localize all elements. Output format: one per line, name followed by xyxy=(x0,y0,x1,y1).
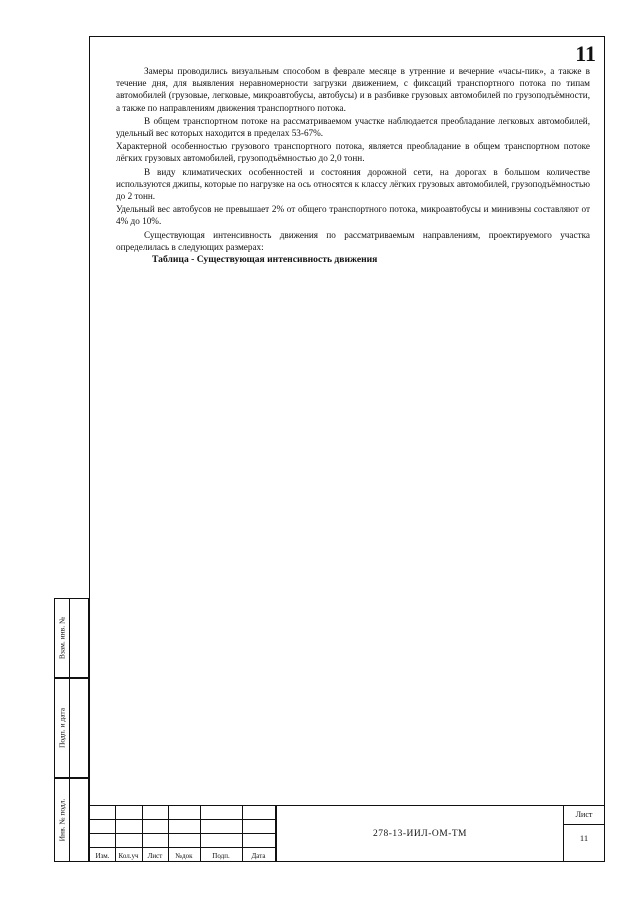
paragraph-6: Существующая интенсивность движения по рассматриваемым направлениям, проектируемого участка определилась в следующих размерах: xyxy=(116,229,590,252)
paragraph-2: В общем транспортном потоке на рассматриваемом участке наблюдается преобладание легковых автомобилей, удельный вес которых находится в пределах 53-67%. xyxy=(116,115,590,139)
paragraph-1: Замеры проводились визуальным способом в феврале месяце в утренние и вечерние «часы-пик», а также в течение дня, для выявления неравномерности загрузки движением, с фиксаций транспортного потока по типам автомобилей (грузовые, легковые, микроавтобусы, автобусы) и в разбивке грузовых автомобилей по грузоподъёмности, а также по направлениям движения транспортного потока. xyxy=(116,66,590,113)
side-label-inv-cell xyxy=(55,779,70,861)
paragraph-3: Характерной особенностью грузового транспортного потока, является преобладание в общем транспортном потоке лёгких грузовых автомобилей, грузоподъёмностью до 2,0 тонн. xyxy=(116,141,590,164)
sheet-box xyxy=(564,806,604,861)
sheet-number: 11 xyxy=(579,833,589,843)
side-label-inv: Инв. № подл. xyxy=(57,798,67,842)
side-label-vzam: Взам. инв. № xyxy=(57,616,67,660)
title-block-stamp xyxy=(90,805,604,861)
stamp-label-podp: Подп. xyxy=(212,852,230,860)
side-label-podp: Подп. и дата xyxy=(57,707,67,749)
side-strip-vzam xyxy=(54,598,89,678)
stamp-label-ndok: №док xyxy=(175,852,193,860)
stamp-label-izm: Изм. xyxy=(95,852,110,860)
paragraph-4: В виду климатических особенностей и состояния дорожной сети, на дорогах в большом количестве используются джипы, которые по нагрузке на ось относятся к классу лёгких грузовых автомобилей, грузоподъёмностью до 2 тонн. xyxy=(116,166,590,202)
paragraph-5: Удельный вес автобусов не превышает 2% от общего транспортного потока, микроавтобусы и минивэны составляют от 4% до 10%. xyxy=(116,204,590,227)
side-label-vzam-cell xyxy=(55,599,70,677)
side-label-podp-cell xyxy=(55,679,70,777)
table-caption: Таблица - Существующая интенсивность движения xyxy=(152,254,378,266)
stamp-label-kol: Кол.уч xyxy=(118,852,139,860)
sheet-label: Лист xyxy=(564,806,604,825)
page-frame xyxy=(89,36,605,862)
side-strip-podp xyxy=(54,678,89,778)
stamp-label-list: Лист xyxy=(147,852,163,860)
document-body xyxy=(116,65,590,266)
document-code: 278-13-ИИЛ-ОМ-ТМ xyxy=(276,806,564,861)
stamp-labels xyxy=(90,848,276,860)
side-strip-inv xyxy=(54,778,89,862)
stamp-label-data: Дата xyxy=(251,852,266,860)
page-number: 11 xyxy=(575,41,596,66)
